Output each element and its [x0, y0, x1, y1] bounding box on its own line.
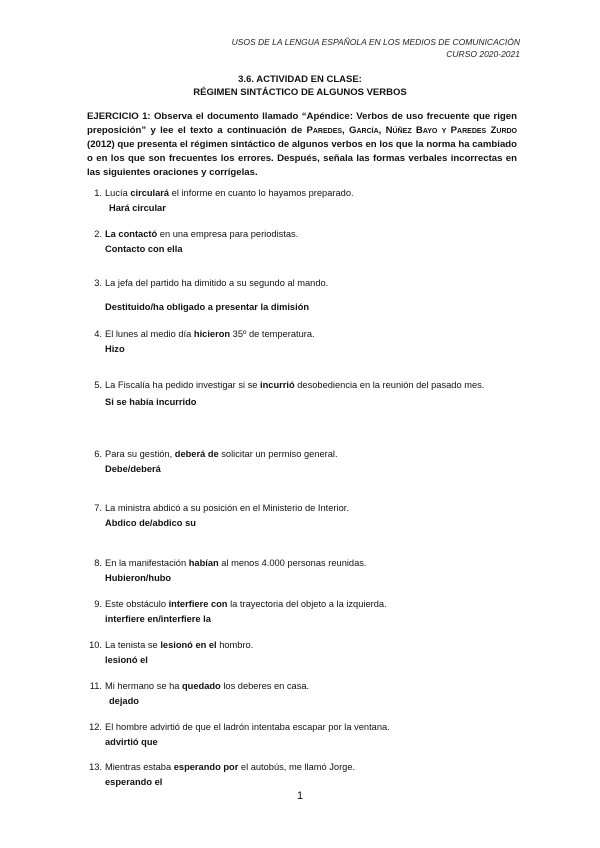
- exercise-item-8: [94, 556, 517, 585]
- item-number: 7.: [94, 503, 102, 513]
- item-sentence: [105, 186, 517, 200]
- sentence-text: los deberes en casa.: [220, 681, 310, 691]
- exercise-item-7: [94, 501, 517, 530]
- item-answer: interfiere en/interfiere la: [105, 614, 211, 624]
- item-number: 2.: [94, 229, 102, 239]
- item-number: 12.: [89, 722, 102, 732]
- sentence-text: Mi hermano se ha: [105, 681, 182, 691]
- sentence-text: La jefa del partido ha dimitido a su segundo al mando.: [105, 278, 329, 288]
- item-sentence: [105, 679, 517, 693]
- exercise-item-10: [89, 638, 517, 667]
- item-sentence: [105, 720, 517, 734]
- header-course-year: CURSO 2020-2021: [446, 49, 520, 59]
- sentence-highlight: deberá de: [174, 449, 219, 459]
- sentence-highlight: interfiere con: [168, 599, 228, 609]
- sentence-text: Este obstáculo: [105, 599, 169, 609]
- item-number: 13.: [89, 762, 102, 772]
- item-number: 9.: [94, 599, 102, 609]
- sentence-text: Lucía: [105, 188, 131, 198]
- sentence-text: Para su gestión,: [105, 449, 175, 459]
- item-number: 8.: [94, 558, 102, 568]
- activity-title: [0, 73, 600, 99]
- item-answer: dejado: [109, 696, 139, 706]
- sentence-text: La Fiscalía ha pedido investigar si se: [105, 380, 261, 390]
- instructions-part1: : Observa el documento llamado “Apéndice: Verbos de uso frecuente que rigen preposición” y lee el texto a continuación de: [87, 111, 517, 136]
- page-header: [232, 36, 520, 60]
- exercise-item-9: [94, 597, 517, 626]
- exercise-item-5: [94, 378, 517, 409]
- sentence-text: La tenista se: [105, 640, 161, 650]
- exercise-item-11: [89, 679, 517, 708]
- sentence-highlight: quedado: [182, 681, 221, 691]
- exercise-item-1: [94, 186, 517, 215]
- item-sentence: [105, 597, 517, 611]
- item-number: 5.: [94, 380, 102, 390]
- sentence-text: Mientras estaba: [105, 762, 174, 772]
- sentence-text: 35º de temperatura.: [230, 329, 315, 339]
- item-sentence: [105, 276, 517, 290]
- item-answer: Si se había incurrido: [105, 397, 197, 407]
- sentence-highlight: circulará: [130, 188, 170, 198]
- exercise-item-3: [94, 276, 517, 314]
- sentence-text: El lunes al medio día: [105, 329, 194, 339]
- sentence-text: hombro.: [216, 640, 254, 650]
- item-sentence: [105, 638, 517, 652]
- item-sentence: [105, 501, 517, 515]
- sentence-text: la trayectoria del objeto a la izquierda.: [227, 599, 387, 609]
- sentence-highlight: esperando por: [173, 762, 239, 772]
- exercise-item-2: [94, 227, 517, 256]
- item-number: 10.: [89, 640, 102, 650]
- sentence-highlight: incurrió: [260, 380, 295, 390]
- activity-title-line2: RÉGIMEN SINTÁCTICO DE ALGUNOS VERBOS: [193, 87, 407, 98]
- sentence-text: desobediencia en la reunión del pasado mes.: [294, 380, 485, 390]
- sentence-text: solicitar un permiso general.: [218, 449, 338, 459]
- item-answer: lesionó el: [105, 655, 148, 665]
- item-answer: Contacto con ella: [105, 244, 183, 254]
- item-sentence: [105, 556, 517, 570]
- activity-title-line1: 3.6. ACTIVIDAD EN CLASE:: [238, 74, 362, 85]
- instructions-part2: (2012) que presenta el régimen sintáctico de algunos verbos en los que la norma ha cambiado o en los que son frecuentes los errores. Después, señala las formas verbales incorrectas en las siguientes oraciones y corrígelas.: [87, 139, 517, 178]
- item-answer: Hizo: [105, 344, 125, 354]
- exercise-instructions: [87, 110, 517, 180]
- sentence-text: el autobús, me llamó Jorge.: [238, 762, 356, 772]
- exercise-item-12: [89, 720, 517, 749]
- sentence-highlight: La contactó: [105, 229, 158, 239]
- item-answer: esperando el: [105, 777, 163, 787]
- item-sentence: [105, 447, 517, 461]
- sentence-text: el informe en cuanto lo hayamos preparado.: [169, 188, 354, 198]
- item-sentence: [105, 378, 517, 392]
- exercise-label: EJERCICIO 1: [87, 111, 148, 122]
- page-number: 1: [296, 790, 304, 802]
- sentence-text: en una empresa para periodistas.: [157, 229, 299, 239]
- item-number: 4.: [94, 329, 102, 339]
- sentence-highlight: lesionó en el: [160, 640, 217, 650]
- sentence-text: En la manifestación: [105, 558, 189, 568]
- item-answer: Hubieron/hubo: [105, 573, 172, 583]
- item-sentence: [105, 760, 517, 774]
- item-sentence: [105, 227, 517, 241]
- sentence-text: El hombre advirtió de que el ladrón intentaba escapar por la ventana.: [105, 722, 390, 732]
- item-number: 6.: [94, 449, 102, 459]
- item-number: 11.: [89, 681, 102, 691]
- sentence-text: al menos 4.000 personas reunidas.: [218, 558, 367, 568]
- instructions-authors: Paredes, García, Núñez Bayo y Paredes Zurdo: [306, 125, 518, 136]
- item-number: 3.: [94, 278, 102, 288]
- sentence-text: La ministra abdicó a su posición en el Ministerio de Interior.: [105, 503, 349, 513]
- header-course-title: USOS DE LA LENGUA ESPAÑOLA EN LOS MEDIOS DE COMUNICACIÓN: [231, 37, 520, 47]
- item-answer: Destituido/ha obligado a presentar la dimisión: [105, 302, 310, 312]
- sentence-highlight: hicieron: [193, 329, 231, 339]
- item-answer: Debe/deberá: [105, 464, 161, 474]
- exercise-item-13: [89, 760, 517, 789]
- item-answer: Hará circular: [109, 203, 166, 213]
- sentence-highlight: habían: [188, 558, 219, 568]
- item-answer: Abdico de/abdico su: [105, 518, 196, 528]
- exercise-item-4: [94, 327, 517, 356]
- item-answer: advirtió que: [105, 737, 158, 747]
- exercise-item-6: [94, 447, 517, 476]
- item-number: 1.: [94, 188, 102, 198]
- item-sentence: [105, 327, 517, 341]
